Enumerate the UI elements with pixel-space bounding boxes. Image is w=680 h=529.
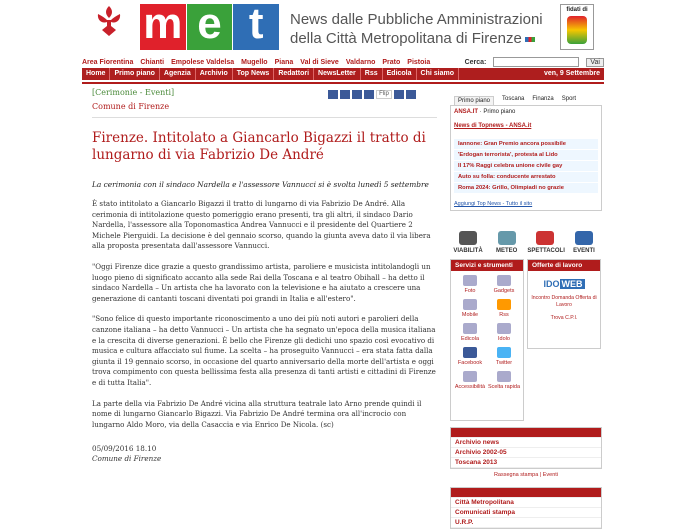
nav-item[interactable]: Rss <box>361 68 383 80</box>
nav-item[interactable]: Home <box>82 68 110 80</box>
cm-box <box>450 487 602 529</box>
service-gadgets[interactable] <box>487 275 521 294</box>
area-link[interactable]: Val di Sieve <box>300 58 339 66</box>
area-link[interactable]: Prato <box>382 58 401 66</box>
idol-logo-left: IDO <box>543 279 560 289</box>
logo-letter-e: e <box>187 4 233 50</box>
hand-icon <box>567 16 587 44</box>
job-offers-box <box>527 259 601 349</box>
area-link[interactable]: Valdarno <box>345 58 376 66</box>
facebook-icon <box>463 347 477 358</box>
cm-link[interactable]: U.R.P. <box>451 518 601 528</box>
service-scelta-rapida[interactable] <box>487 371 521 390</box>
ansa-title: ANSA.IT <box>454 109 478 115</box>
article-paragraph: "Sono felice di questo importante riconoscimento a uno dei più noti autori e parolieri della canzone italiana – ha detto Vannucci – Un artista che ha segnato un'epoca della musica italiana e la crescita di diverse generazioni. È bello che Firenze gli dedichi uno spazio così evocativo di musica e cultura affacciato sul fiume. La scelta – ha proseguito Vannucci – era stata fatta dalla giunta il 19 gennaio scorso, in occasione del quarto anniversario della morte dell'artista e oggi trova compimento con questa bellissima festa alla presenza di tanti artisti e cittadini di Firenze e di tutta Italia". <box>92 314 436 387</box>
tools-link[interactable]: Aggiungi Top News - Tutto il sito <box>454 201 533 207</box>
service-mobile[interactable] <box>453 299 487 318</box>
offers-text: Incontro Domanda Offerta di Lavoro <box>531 295 597 308</box>
news-item[interactable]: Auto su folla: conducente arrestato <box>454 172 598 183</box>
logo-letter-t: t <box>233 4 279 50</box>
twitter-icon <box>497 347 511 358</box>
header <box>82 0 602 54</box>
print-icon[interactable] <box>406 90 416 99</box>
nav-item[interactable]: Edicola <box>383 68 417 80</box>
calendar-icon <box>575 231 593 245</box>
meteo-link[interactable] <box>489 231 525 254</box>
service-idolo[interactable] <box>487 323 521 342</box>
area-link[interactable]: Pistoia <box>407 58 431 66</box>
ansa-subtitle: · Primo piano <box>479 109 516 115</box>
service-label: Accessibilità <box>454 384 486 390</box>
cm-title: Città Metropolitana <box>451 488 601 498</box>
service-label: Idolo <box>498 336 510 342</box>
service-twitter[interactable] <box>487 347 521 366</box>
offers-link[interactable]: Trova C.P.I. <box>550 315 578 321</box>
idol-logo-right: WEB <box>561 279 583 289</box>
florence-lily-icon[interactable] <box>94 4 124 38</box>
service-label: Mobile <box>461 312 479 318</box>
article-footer <box>92 444 437 464</box>
divider <box>92 117 437 118</box>
article-comune[interactable]: Comune di Firenze <box>92 102 170 111</box>
googleplus-icon[interactable] <box>364 90 374 99</box>
share-plus-icon[interactable] <box>328 90 338 99</box>
service-label: Facebook <box>457 360 483 366</box>
icon-label: VIABILITÀ <box>453 248 483 254</box>
service-label: Rss <box>499 312 509 318</box>
service-edicola[interactable] <box>453 323 487 342</box>
article <box>92 88 437 464</box>
nav-item[interactable]: NewsLetter <box>314 68 361 80</box>
article-title: Firenze. Intitolato a Giancarlo Bigazzi il tratto di lungarno di via Fabrizio De André <box>92 130 426 163</box>
services-box <box>450 259 524 421</box>
area-link[interactable]: Area Fiorentina <box>82 58 134 66</box>
nav-item[interactable]: Primo piano <box>110 68 159 80</box>
twitter-icon[interactable] <box>352 90 362 99</box>
news-item[interactable]: 'Erdogan terrorista', protesta al Lido <box>454 150 598 161</box>
area-nav <box>82 56 604 68</box>
news-item[interactable]: Roma 2024: Grillo, Olimpiadi no grazie <box>454 183 598 194</box>
service-label: Edicola <box>460 336 480 342</box>
quick-choice-icon <box>497 371 511 382</box>
ansa-tabs <box>450 96 602 105</box>
services-title: Servizi e strumenti <box>451 260 523 271</box>
weather-icon <box>498 231 516 245</box>
met-link[interactable]: Archivio news <box>451 438 601 448</box>
main-nav <box>82 68 604 80</box>
mobile-icon <box>463 299 477 310</box>
service-boxes <box>450 259 602 421</box>
traffic-icon <box>459 231 477 245</box>
header-line1: News dalle Pubbliche Amministrazioni <box>290 11 543 28</box>
service-foto[interactable] <box>453 275 487 294</box>
area-link[interactable]: Chianti <box>140 58 165 66</box>
idol-logo[interactable] <box>528 279 600 289</box>
article-paragraph: È stato intitolato a Giancarlo Bigazzi il tratto di lungarno di via Fabrizio De André. Alla cerimonia di intitolazione questo pomeriggio erano presenti, tra gli altri, il sindaco Dario Nardella, l'assessore alla Toponomastica Andrea Vannucci e il presidente del Quartiere 2 Michele Pierguidi. La decisione è del gennaio scorso, quando la giunta aveva dato il via libera alla proposta presentata dall'assessore Vannucci. <box>92 199 431 251</box>
share-bar <box>328 90 416 99</box>
service-facebook[interactable] <box>453 347 487 366</box>
search-label: Cerca: <box>464 58 487 66</box>
nav-item[interactable]: Archivio <box>196 68 233 80</box>
tab-sport[interactable]: Sport <box>561 96 577 102</box>
service-label: Gadgets <box>493 288 515 294</box>
search-input[interactable] <box>493 57 579 67</box>
news-list <box>454 139 598 194</box>
header-line2: della Città Metropolitana di Firenze <box>290 30 522 47</box>
area-link[interactable]: Mugello <box>241 58 268 66</box>
ansa-box <box>450 105 602 211</box>
accessibility-icon <box>463 371 477 382</box>
quick-icons <box>450 231 602 254</box>
icon-label: METEO <box>495 248 518 254</box>
sidebar <box>450 88 602 529</box>
eventi-link[interactable] <box>566 231 602 254</box>
header-title <box>290 10 543 48</box>
met-logo[interactable] <box>140 0 280 50</box>
article-subtitle: La cerimonia con il sindaco Nardella e l'assessore Vannucci si è svolta lunedì 5 settembre <box>92 180 429 189</box>
tab-finanza[interactable]: Finanza <box>532 96 554 102</box>
article-paragraph: La parte della via Fabrizio De André vicina alla struttura teatrale lato Arno prende quindi il nome di lungarno Giancarlo Bigazzi. Via Fabrizio De André termina ora all'incrocio con lungarno Aldo Moro, via della Casaccia e via Enrico De Nicola. (sc) <box>92 398 422 429</box>
offers-title: Offerte di lavoro <box>528 260 600 271</box>
viabilita-link[interactable] <box>450 231 486 254</box>
tab-toscana[interactable]: Toscana <box>502 96 525 102</box>
nav-item[interactable]: Chi siamo <box>417 68 459 80</box>
divider <box>82 82 604 84</box>
spettacoli-link[interactable] <box>527 231 563 254</box>
idolo-icon <box>497 323 511 334</box>
met-title: Met <box>451 428 601 438</box>
nav-item[interactable]: Redattori <box>274 68 314 80</box>
topnews-link[interactable]: News di Topnews - ANSA.it <box>454 123 532 129</box>
tab-primo-piano[interactable]: Primo piano <box>454 96 494 105</box>
nav-date: ven, 9 Settembre <box>543 70 600 77</box>
rss-icon <box>497 299 511 310</box>
service-label: Foto <box>464 288 476 294</box>
facebook-icon[interactable] <box>340 90 350 99</box>
nav-item[interactable]: Agenzia <box>160 68 196 80</box>
met-link[interactable]: Archivio 2002-05 <box>451 448 601 458</box>
flip-button[interactable]: Flip <box>376 90 392 99</box>
newspaper-icon <box>463 323 477 334</box>
area-link[interactable]: Empolese Valdelsa <box>171 58 235 66</box>
met-box <box>450 427 602 469</box>
flag-icon <box>525 37 535 42</box>
theater-masks-icon <box>536 231 554 245</box>
area-link[interactable]: Piana <box>274 58 294 66</box>
icon-label: EVENTI <box>573 248 595 254</box>
rassegna-links[interactable]: Rassegna stampa | Eventi <box>493 472 559 478</box>
met-link[interactable]: Toscana 2013 <box>451 458 601 468</box>
fidati-badge[interactable] <box>560 4 594 50</box>
email-icon[interactable] <box>394 90 404 99</box>
cm-link[interactable]: Comunicati stampa <box>451 508 601 518</box>
cm-link[interactable]: Città Metropolitana <box>451 498 601 508</box>
service-rss[interactable] <box>487 299 521 318</box>
search-button[interactable]: Vai <box>586 58 604 67</box>
article-paragraph: "Oggi Firenze dice grazie a questo grandissimo artista, paroliere e musicista intitolandogli un luogo pieno di significato accanto alla sede Rai della Toscana e al teatro Obihall – ha detto il sindaco Nardella – Un artista che ha lavorato con la televisione e ha aiutato a crescere una generazione di cantanti toscani diventati poi grandi in Italia e all'estero". <box>92 261 431 303</box>
gadget-icon <box>497 275 511 286</box>
article-category[interactable]: [Cerimonie - Eventi] <box>92 88 175 97</box>
news-item[interactable]: Il 17% Raggi celebra unione civile gay <box>454 161 598 172</box>
article-date: 05/09/2016 18.10 <box>92 444 157 454</box>
logo-letter-m: m <box>140 4 186 50</box>
service-label: Scelta rapida <box>487 384 521 390</box>
article-footer-comune: Comune di Firenze <box>92 454 162 464</box>
icon-label: SPETTACOLI <box>527 248 565 254</box>
nav-item[interactable]: Top News <box>233 68 275 80</box>
service-label: Twitter <box>495 360 513 366</box>
news-item[interactable]: Iannone: Gran Premio ancora possibile <box>454 139 598 150</box>
camera-icon <box>463 275 477 286</box>
service-accessibilita[interactable] <box>453 371 487 390</box>
badge-label: fidati di <box>566 7 588 13</box>
